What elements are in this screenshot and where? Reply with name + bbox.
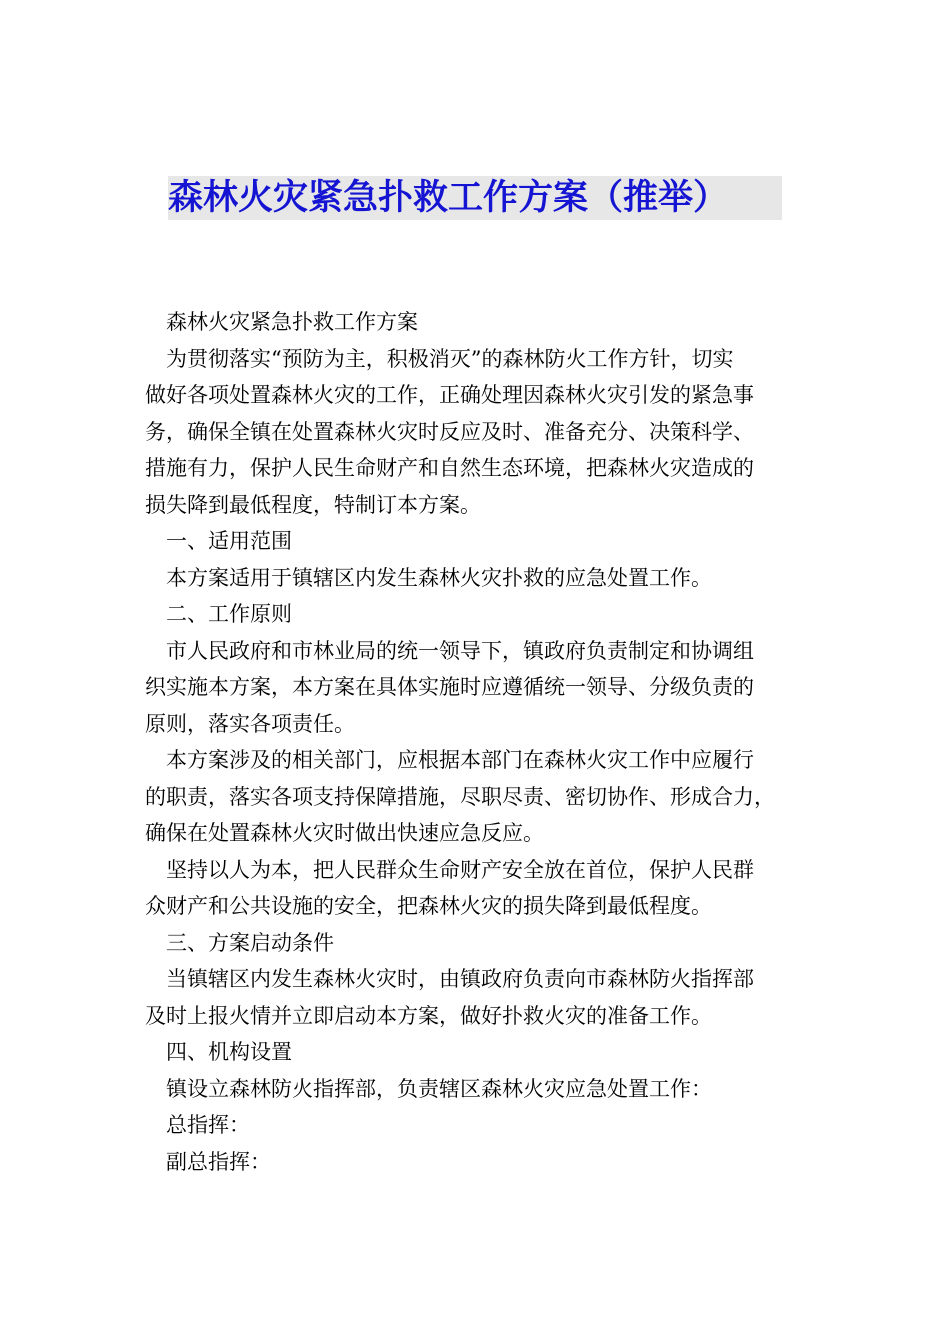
text-line: 四、机构设置 <box>166 1040 292 1064</box>
text-line: 市人民政府和市林业局的统一领导下，镇政府负责制定和协调组 <box>166 638 754 663</box>
text-line: 总指挥： <box>166 1113 250 1137</box>
text-line: 当镇辖区内发生森林火灾时，由镇政府负责向市森林防火指挥部 <box>166 967 754 991</box>
text-line: 织实施本方案，本方案在具体实施时应遵循统一领导、分级负责的 <box>145 675 754 699</box>
text-line: 森林火灾紧急扑救工作方案 <box>166 310 418 334</box>
text-line: 措施有力，保护人民生命财产和自然生态环境，把森林火灾造成的 <box>145 456 754 480</box>
text-line: 为贯彻落实“预防为主，积极消灭”的森林防火工作方针，切实 <box>166 346 734 371</box>
text-line: 做好各项处置森林火灾的工作，正确处理因森林火灾引发的紧急事 <box>145 383 754 407</box>
document-title: 森林火灾紧急扑救工作方案（推举） <box>168 178 729 218</box>
text-line: 众财产和公共设施的安全，把森林火灾的损失降到最低程度。 <box>145 894 712 918</box>
text-line: 务，确保全镇在处置森林火灾时反应及时、准备充分、决策科学、 <box>145 419 754 444</box>
text-line: 及时上报火情并立即启动本方案，做好扑救火灾的准备工作。 <box>145 1003 712 1028</box>
text-line: 坚持以人为本，把人民群众生命财产安全放在首位，保护人民群 <box>166 857 754 882</box>
text-line: 原则，落实各项责任。 <box>145 711 355 736</box>
text-line: 损失降到最低程度，特制订本方案。 <box>145 492 481 517</box>
text-line: 一、适用范围 <box>166 529 292 553</box>
document-body <box>145 304 817 1180</box>
text-line: 的职责，落实各项支持保障措施，尽职尽责、密切协作、形成合力， <box>145 784 775 809</box>
text-line: 副总指挥： <box>166 1149 271 1174</box>
text-line: 确保在处置森林火灾时做出快速应急反应。 <box>145 821 544 845</box>
text-line: 镇设立森林防火指挥部，负责辖区森林火灾应急处置工作： <box>166 1076 712 1101</box>
text-line: 本方案适用于镇辖区内发生森林火灾扑救的应急处置工作。 <box>166 565 712 590</box>
text-line: 本方案涉及的相关部门，应根据本部门在森林火灾工作中应履行 <box>166 748 754 772</box>
text-line: 三、方案启动条件 <box>166 930 334 955</box>
text-line: 二、工作原则 <box>166 602 292 626</box>
title-highlight <box>168 176 782 220</box>
